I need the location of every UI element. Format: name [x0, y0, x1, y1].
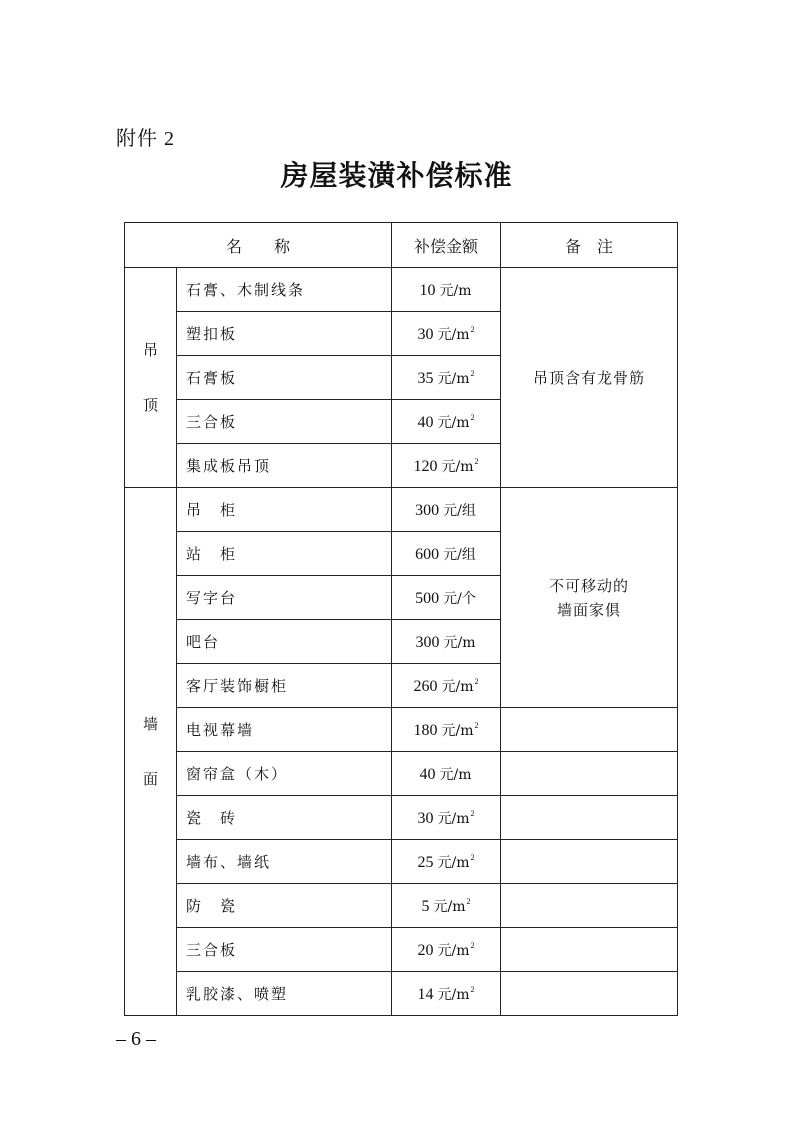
item-amount: 30 元$/m^2$ [392, 312, 501, 356]
item-name: 集成板吊顶 [177, 444, 392, 488]
table-row [125, 796, 678, 840]
note-empty [501, 884, 678, 928]
note-empty [501, 708, 678, 752]
item-amount: 600 元/组 [392, 532, 501, 576]
note-empty [501, 840, 678, 884]
attachment-label: 附件 2 [116, 126, 175, 150]
table-row [125, 972, 678, 1016]
group-label-ceiling: 吊 顶 [125, 268, 177, 488]
compensation-table [124, 222, 678, 1016]
item-amount: 20 元$/m^2$ [392, 928, 501, 972]
item-amount: 35 元$/m^2$ [392, 356, 501, 400]
note-empty [501, 752, 678, 796]
table-row [125, 488, 678, 532]
table-row [125, 884, 678, 928]
note-wall-furniture: 不可移动的 墙面家俱 [501, 488, 678, 708]
item-name: 石膏、木制线条 [177, 268, 392, 312]
note-empty [501, 796, 678, 840]
table-body [125, 268, 678, 1016]
item-amount: 260 元$/m^2$ [392, 664, 501, 708]
item-amount: 40 元/m [392, 752, 501, 796]
item-amount: 5 元$/m^2$ [392, 884, 501, 928]
page-number: – 6 – [116, 1028, 156, 1050]
item-amount: 300 元/组 [392, 488, 501, 532]
item-amount: 500 元/个 [392, 576, 501, 620]
item-name: 电视幕墙 [177, 708, 392, 752]
table-row [125, 840, 678, 884]
item-name: 瓷 砖 [177, 796, 392, 840]
note-ceiling: 吊顶含有龙骨筋 [501, 268, 678, 488]
header-name: 名 称 [125, 223, 392, 268]
item-name: 窗帘盒（木） [177, 752, 392, 796]
note-empty [501, 928, 678, 972]
item-name: 塑扣板 [177, 312, 392, 356]
item-amount: 300 元/m [392, 620, 501, 664]
item-name: 防 瓷 [177, 884, 392, 928]
item-name: 墙布、墙纸 [177, 840, 392, 884]
item-amount: 10 元/m [392, 268, 501, 312]
table-row [125, 708, 678, 752]
item-name: 石膏板 [177, 356, 392, 400]
item-name: 吊 柜 [177, 488, 392, 532]
document-title: 房屋装潢补偿标准 [280, 159, 513, 192]
item-name: 写字台 [177, 576, 392, 620]
table-row [125, 752, 678, 796]
item-amount: 120 元$/m^2$ [392, 444, 501, 488]
group-label-wall: 墙 面 [125, 488, 177, 1016]
item-amount: 14 元$/m^2$ [392, 972, 501, 1016]
header-amount: 补偿金额 [392, 223, 501, 268]
note-empty [501, 972, 678, 1016]
item-amount: 180 元$/m^2$ [392, 708, 501, 752]
item-amount: 40 元$/m^2$ [392, 400, 501, 444]
item-name: 三合板 [177, 928, 392, 972]
item-name: 站 柜 [177, 532, 392, 576]
table-row [125, 928, 678, 972]
item-amount: 30 元$/m^2$ [392, 796, 501, 840]
table-header-row [125, 223, 678, 268]
table-row [125, 268, 678, 312]
item-amount: 25 元$/m^2$ [392, 840, 501, 884]
item-name: 吧台 [177, 620, 392, 664]
item-name: 三合板 [177, 400, 392, 444]
header-note: 备 注 [501, 223, 678, 268]
item-name: 客厅装饰橱柜 [177, 664, 392, 708]
item-name: 乳胶漆、喷塑 [177, 972, 392, 1016]
